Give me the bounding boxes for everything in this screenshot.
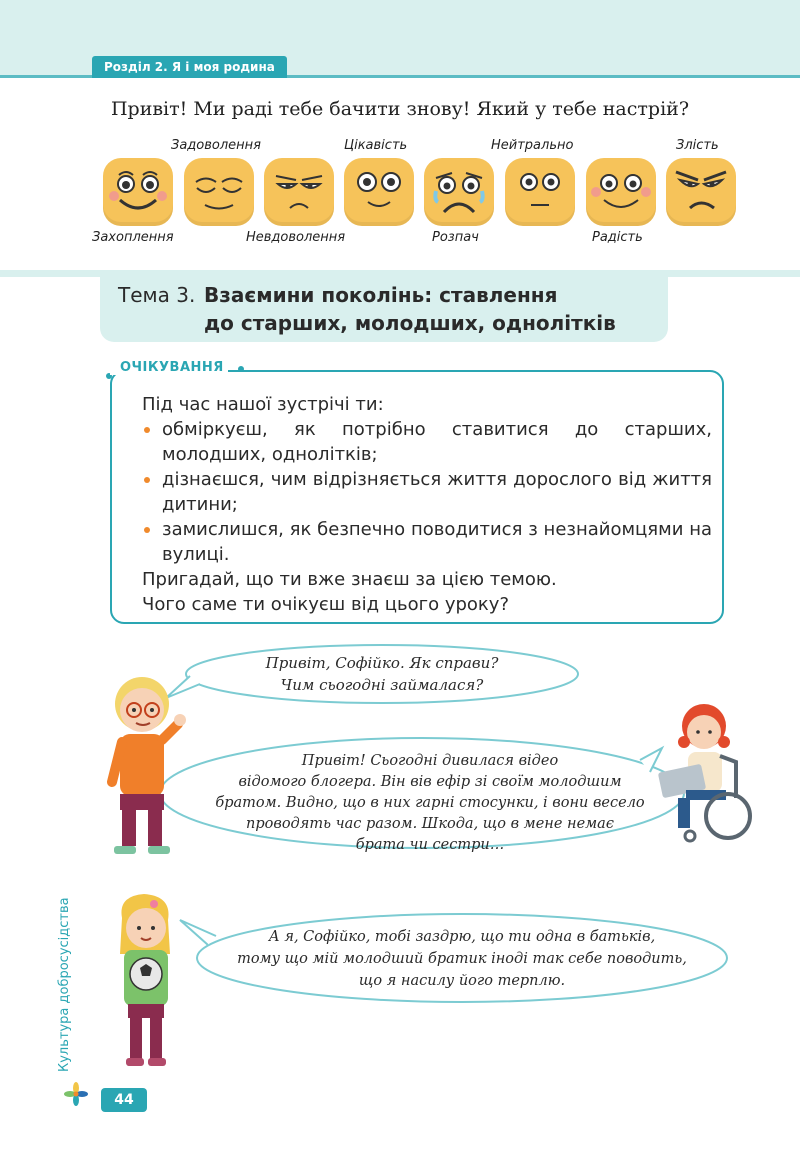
mood-label-despair: Розпач xyxy=(432,230,479,245)
boy-illustration xyxy=(96,670,192,856)
bubble-3-line: тому що мій молодший братик іноді так себе поводить, xyxy=(237,951,687,967)
mood-label-joy: Радість xyxy=(592,230,643,245)
flower-icon xyxy=(64,1082,88,1106)
bubble-2-line: Привіт! Сьогодні дивилася відео xyxy=(301,753,559,769)
girl-wheelchair-illustration xyxy=(656,698,756,846)
bubble-3-line: А я, Софійко, тобі заздрю, що ти одна в батьків, xyxy=(268,929,656,945)
expectations-outro-1: Пригадай, що ти вже знаєш за цією темою. xyxy=(142,569,557,590)
expectations-label: ОЧІКУВАННЯ xyxy=(110,360,228,375)
side-title: Культура добросусідства xyxy=(57,897,72,1072)
bubble-3-line: що я насилу його терплю. xyxy=(358,973,566,989)
bubble-2-line: братом. Видно, що в них гарні стосунки, і вони весело xyxy=(215,795,645,811)
mood-label-displeased: Невдоволення xyxy=(246,230,346,245)
bubble-1-line: Привіт, Софійко. Як справи? xyxy=(265,654,499,672)
expectation-item: дізнаєшся, чим відрізняється життя дорослого від життя дитини; xyxy=(142,467,712,517)
topic-title-line1: Взаємини поколінь: ставлення xyxy=(204,283,558,307)
expectation-item: обміркуєш, як потрібно ставитися до старших, молодших, однолітків; xyxy=(142,417,712,467)
bubble-1-line: Чим сьогодні займалася? xyxy=(280,676,484,694)
mood-label-anger: Злість xyxy=(676,138,719,153)
section-label: Розділ 2. Я і моя родина xyxy=(92,56,287,78)
greeting-text: Привіт! Ми раді тебе бачити знову! Який у тебе настрій? xyxy=(110,98,690,120)
mood-label-content: Задоволення xyxy=(171,138,261,153)
bubble-2-line: відомого блогера. Він вів ефір зі своїм молодшим xyxy=(238,774,622,790)
girl-ball-illustration xyxy=(110,888,180,1070)
page-number: 44 xyxy=(101,1088,147,1112)
expectation-item: замислишся, як безпечно поводитися з незнайомцями на вулиці. xyxy=(142,517,712,567)
mood-label-curious: Цікавість xyxy=(344,138,408,153)
bubble-3-text xyxy=(200,926,724,992)
bubble-1-text xyxy=(200,652,564,696)
mood-label-neutral: Нейтрально xyxy=(491,138,574,153)
bubble-2-line: проводять час разом. Шкода, що в мене немає xyxy=(246,816,614,832)
topic-number: Тема 3. xyxy=(118,283,196,307)
expectations-intro: Під час нашої зустрічі ти: xyxy=(142,394,384,415)
bubble-2-text xyxy=(168,751,692,856)
bubble-2-line: брата чи сестри… xyxy=(355,837,505,853)
expectations-outro-2: Чого саме ти очікуєш від цього уроку? xyxy=(142,594,510,615)
topic-title-line2: до старших, молодших, однолітків xyxy=(204,311,616,335)
mood-label-excited: Захоплення xyxy=(92,230,174,245)
